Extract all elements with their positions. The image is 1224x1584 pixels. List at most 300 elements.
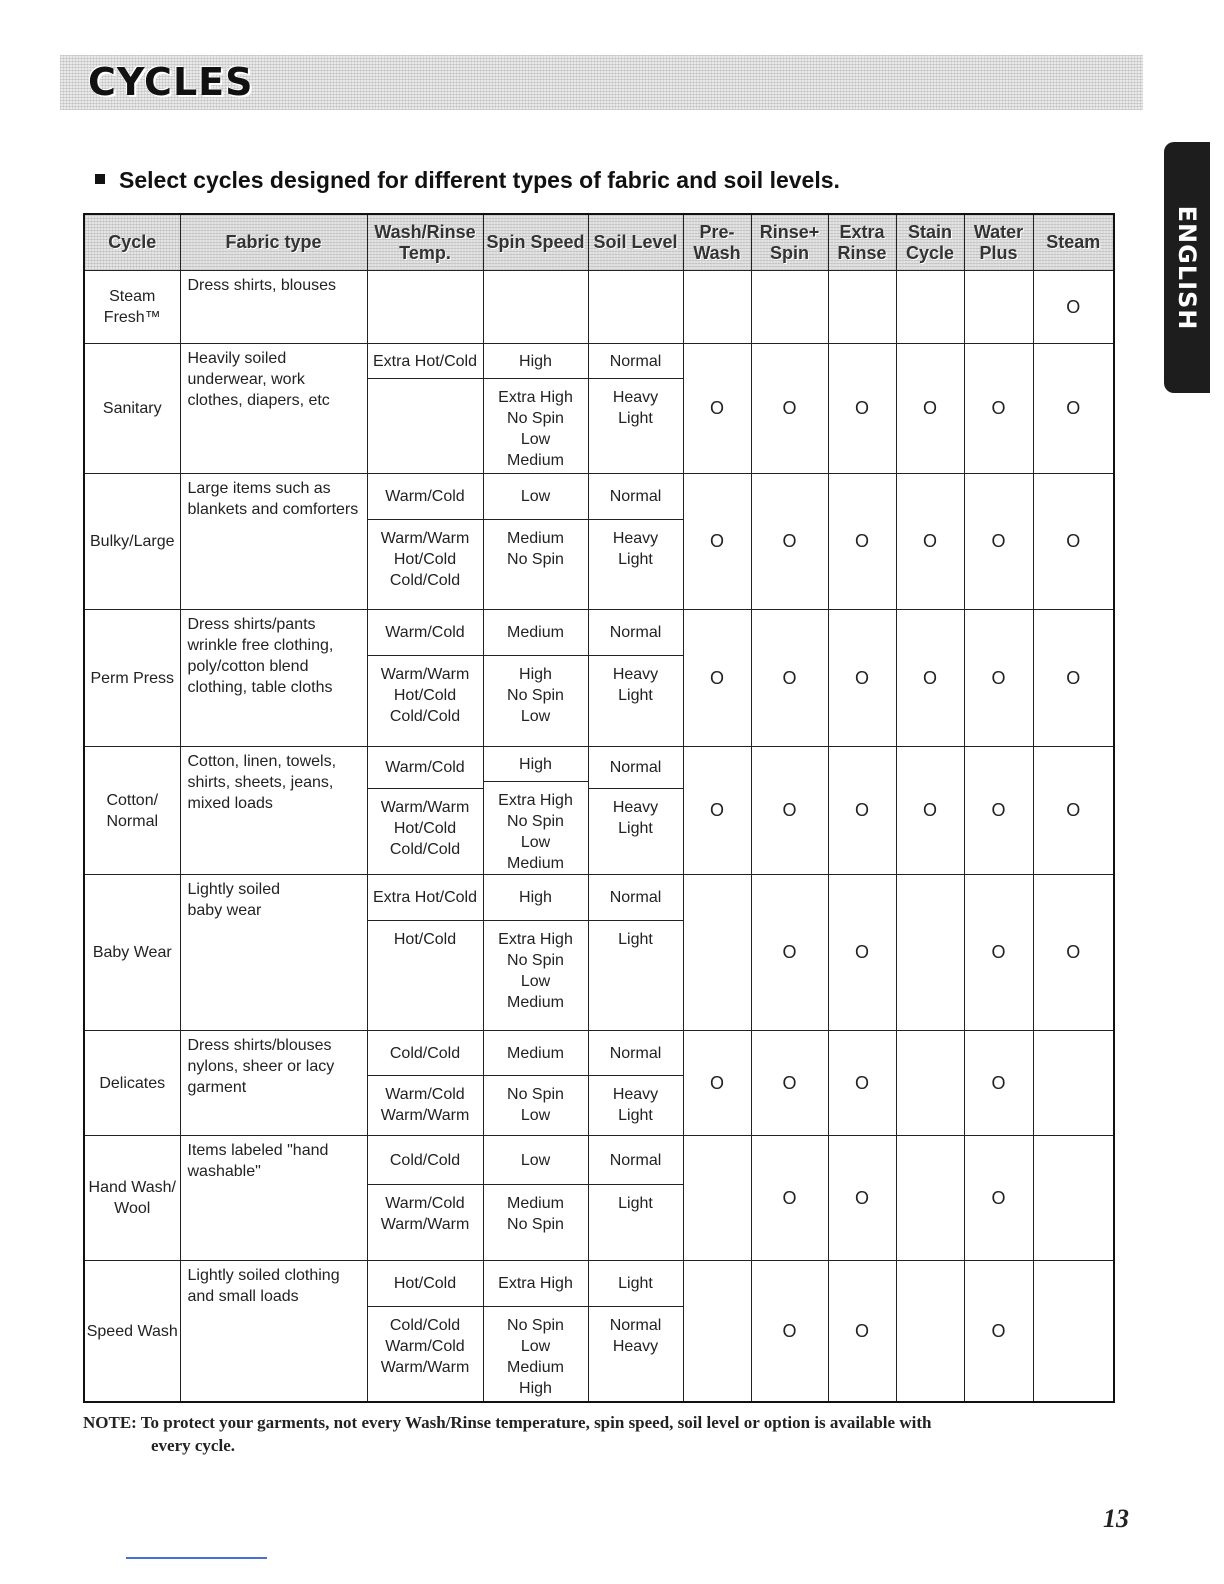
soil-default xyxy=(589,344,683,379)
spin-stack xyxy=(484,610,588,746)
spin-value: High xyxy=(519,352,552,370)
water-plus-mark: O xyxy=(964,1031,1033,1136)
spin-value: Low xyxy=(520,488,551,505)
soil-cell xyxy=(588,1031,683,1136)
soil-stack xyxy=(589,1261,683,1401)
soil-default xyxy=(589,474,683,520)
fabric-type-line: mixed loads xyxy=(187,795,273,812)
header-cycle: Cycle xyxy=(84,214,180,271)
soil-alternatives xyxy=(589,1185,683,1260)
temp-value: Cold/Cold xyxy=(389,708,461,725)
soil-default xyxy=(589,1136,683,1185)
steam-mark: O xyxy=(1033,610,1114,747)
temp-stack xyxy=(368,1031,483,1135)
temp-stack xyxy=(368,747,483,874)
soil-value: Light xyxy=(618,410,653,427)
temp-value: Cold/Cold xyxy=(389,841,461,858)
temp-value: Cold/Cold xyxy=(389,1317,461,1334)
table-row xyxy=(84,1136,1114,1261)
cycle-name: Wool xyxy=(114,1200,151,1217)
pre-wash-mark: O xyxy=(683,1031,751,1136)
spin-cell xyxy=(483,1031,588,1136)
spin-stack xyxy=(484,344,588,473)
fabric-type-line: Large items such as xyxy=(187,480,331,497)
water-plus-mark: O xyxy=(964,474,1033,610)
spin-alternatives xyxy=(484,1307,588,1401)
fabric-type-cell xyxy=(180,875,367,1031)
soil-cell xyxy=(588,344,683,474)
fabric-type-line: clothes, diapers, etc xyxy=(187,392,330,409)
spin-cell xyxy=(483,344,588,474)
spin-value: No Spin xyxy=(507,952,564,969)
temp-value: Hot/Cold xyxy=(393,931,457,948)
table-row xyxy=(84,474,1114,610)
fabric-type-cell xyxy=(180,747,367,875)
spin-value: Medium xyxy=(507,994,564,1011)
steam-mark: O xyxy=(1033,344,1114,474)
page-title: CYCLES xyxy=(88,60,254,104)
spin-default xyxy=(484,474,588,520)
temp-value: Warm/Cold xyxy=(385,624,465,641)
soil-value: Normal xyxy=(609,624,662,641)
spin-cell xyxy=(483,474,588,610)
temp-default xyxy=(368,474,483,520)
soil-default xyxy=(589,610,683,656)
temp-cell xyxy=(367,610,483,747)
temp-default xyxy=(368,344,483,379)
temp-default xyxy=(368,1031,483,1076)
stain-cycle-mark: O xyxy=(896,344,964,474)
fabric-type-cell xyxy=(180,610,367,747)
note xyxy=(83,1411,1123,1457)
spin-value: Medium xyxy=(507,1359,564,1376)
cycle-name: Normal xyxy=(106,812,159,830)
rinse-spin-mark: O xyxy=(751,610,828,747)
temp-cell xyxy=(367,271,483,344)
temp-value: Cold/Cold xyxy=(389,572,461,589)
spin-stack xyxy=(484,1136,588,1260)
soil-value: Normal xyxy=(609,759,662,776)
spin-cell xyxy=(483,747,588,875)
temp-alternatives xyxy=(368,1307,483,1401)
note-lead: NOTE: To protect your garments, not every Wash/Rinse temperature, spin speed, soil level or option is available with xyxy=(83,1413,932,1432)
spin-alternatives xyxy=(484,1185,588,1260)
steam-mark: O xyxy=(1033,747,1114,875)
temp-alternatives xyxy=(368,921,483,1030)
temp-alternatives xyxy=(368,379,483,473)
spin-cell xyxy=(483,1136,588,1261)
header-fabric-type: Fabric type xyxy=(180,214,367,271)
spin-alternatives xyxy=(484,520,588,609)
cycle-name: Cotton/ xyxy=(106,791,159,809)
soil-value: Heavy xyxy=(612,389,659,406)
spin-value: Low xyxy=(520,708,551,725)
cycle-name-cell xyxy=(84,344,180,474)
soil-default xyxy=(589,1031,683,1076)
fabric-type-line: Dress shirts/blouses xyxy=(187,1037,332,1054)
fabric-type-line: Heavily soiled xyxy=(187,350,287,367)
spin-stack xyxy=(484,1031,588,1135)
pre-wash-mark xyxy=(683,1261,751,1403)
fabric-type-line: Cotton, linen, towels, xyxy=(187,753,337,770)
soil-value: Light xyxy=(618,1275,653,1292)
cycle-name-cell xyxy=(84,747,180,875)
soil-stack xyxy=(589,474,683,609)
rinse-spin-mark: O xyxy=(751,1031,828,1136)
cycle-name: Sanitary xyxy=(102,400,162,417)
pre-wash-mark xyxy=(683,271,751,344)
soil-value: Heavy xyxy=(612,666,659,683)
cycle-name: Perm Press xyxy=(90,669,175,687)
soil-default xyxy=(589,875,683,921)
steam-mark: O xyxy=(1033,474,1114,610)
stain-cycle-mark: O xyxy=(896,474,964,610)
soil-alternatives xyxy=(589,1307,683,1401)
header-pre-wash: Pre- Wash xyxy=(683,214,751,271)
spin-default xyxy=(484,747,588,782)
spin-alternatives xyxy=(484,1076,588,1135)
temp-alternatives xyxy=(368,520,483,609)
fabric-type-cell xyxy=(180,344,367,474)
temp-stack xyxy=(368,344,483,473)
pre-wash-mark xyxy=(683,875,751,1031)
spin-cell xyxy=(483,1261,588,1403)
cycle-name-cell xyxy=(84,474,180,610)
temp-cell xyxy=(367,1136,483,1261)
spin-value: Low xyxy=(520,834,551,851)
cycle-name-cell xyxy=(84,1261,180,1403)
stain-cycle-mark xyxy=(896,1136,964,1261)
fabric-type-line: Items labeled "hand xyxy=(187,1142,329,1159)
temp-value: Warm/Warm xyxy=(380,530,470,547)
spin-value: No Spin xyxy=(507,813,564,830)
water-plus-mark: O xyxy=(964,610,1033,747)
soil-value: Heavy xyxy=(612,1338,659,1355)
table-row xyxy=(84,271,1114,344)
fabric-type-cell xyxy=(180,474,367,610)
temp-alternatives xyxy=(368,1076,483,1135)
table-row xyxy=(84,1031,1114,1136)
rinse-spin-mark xyxy=(751,271,828,344)
soil-cell xyxy=(588,1261,683,1403)
temp-value: Extra Hot/Cold xyxy=(372,889,478,906)
fabric-type-line: nylons, sheer or lacy xyxy=(187,1058,335,1075)
fabric-type-line: Lightly soiled xyxy=(187,881,280,898)
stain-cycle-mark: O xyxy=(896,610,964,747)
soil-value: Light xyxy=(618,551,653,568)
soil-value: Light xyxy=(618,1195,653,1212)
soil-alternatives xyxy=(589,656,683,746)
spin-value: Low xyxy=(520,1107,551,1124)
temp-stack xyxy=(368,610,483,746)
temp-stack xyxy=(368,1136,483,1260)
water-plus-mark: O xyxy=(964,344,1033,474)
header-extra-rinse: Extra Rinse xyxy=(828,214,896,271)
cycle-name-cell xyxy=(84,1031,180,1136)
spin-value: Medium xyxy=(507,452,564,469)
temp-value: Warm/Warm xyxy=(380,1359,470,1376)
extra-rinse-mark: O xyxy=(828,747,896,875)
temp-cell xyxy=(367,747,483,875)
soil-stack xyxy=(589,747,683,874)
steam-mark xyxy=(1033,1136,1114,1261)
spin-alternatives xyxy=(484,656,588,746)
extra-rinse-mark: O xyxy=(828,1261,896,1403)
soil-value: Normal xyxy=(609,488,662,505)
temp-cell xyxy=(367,1261,483,1403)
fabric-type-cell xyxy=(180,1261,367,1403)
intro-line xyxy=(95,167,840,194)
soil-default xyxy=(589,747,683,789)
soil-cell xyxy=(588,474,683,610)
cycle-name: Baby Wear xyxy=(92,944,172,961)
pre-wash-mark: O xyxy=(683,610,751,747)
language-tab-label: ENGLISH xyxy=(1173,205,1201,330)
extra-rinse-mark: O xyxy=(828,474,896,610)
header-stain-cycle: Stain Cycle xyxy=(896,214,964,271)
temp-stack xyxy=(368,474,483,609)
spin-stack xyxy=(484,474,588,609)
spin-value: High xyxy=(519,755,552,773)
spin-value: No Spin xyxy=(507,1317,564,1334)
stain-cycle-mark xyxy=(896,1261,964,1403)
fabric-type-line: garment xyxy=(187,1079,247,1096)
cycle-name: Hand Wash/ xyxy=(88,1179,176,1196)
table-row xyxy=(84,610,1114,747)
spin-cell xyxy=(483,875,588,1031)
temp-value: Warm/Cold xyxy=(385,1086,465,1103)
rinse-spin-mark: O xyxy=(751,1136,828,1261)
temp-value: Extra Hot/Cold xyxy=(372,352,478,370)
soil-stack xyxy=(589,344,683,473)
temp-value: Hot/Cold xyxy=(393,551,457,568)
page-number: 13 xyxy=(1103,1504,1129,1533)
soil-stack xyxy=(589,1031,683,1135)
extra-rinse-mark: O xyxy=(828,344,896,474)
spin-value: No Spin xyxy=(507,1216,564,1233)
soil-value: Normal xyxy=(609,1151,662,1169)
fabric-type-line: clothing, table cloths xyxy=(187,679,333,696)
spin-value: Extra High xyxy=(498,1275,573,1292)
water-plus-mark xyxy=(964,271,1033,344)
spin-value: No Spin xyxy=(507,687,564,704)
spin-value: Medium xyxy=(507,530,564,547)
soil-value: Heavy xyxy=(612,530,659,547)
temp-value: Warm/Warm xyxy=(380,799,470,816)
soil-alternatives xyxy=(589,379,683,473)
spin-value: Low xyxy=(520,1338,551,1355)
soil-alternatives xyxy=(589,921,683,1030)
spin-alternatives xyxy=(484,782,588,874)
stain-cycle-mark xyxy=(896,271,964,344)
soil-cell xyxy=(588,1136,683,1261)
spin-default xyxy=(484,1031,588,1076)
temp-cell xyxy=(367,344,483,474)
temp-value: Hot/Cold xyxy=(393,1275,457,1292)
spin-value: High xyxy=(519,889,552,906)
temp-default xyxy=(368,875,483,921)
temp-stack xyxy=(368,1261,483,1401)
cycle-name: Bulky/Large xyxy=(90,533,175,550)
spin-alternatives xyxy=(484,921,588,1030)
soil-value: Light xyxy=(618,687,653,704)
temp-default xyxy=(368,1136,483,1185)
spin-value: Extra High xyxy=(498,389,573,406)
soil-stack xyxy=(589,875,683,1030)
pre-wash-mark: O xyxy=(683,344,751,474)
fabric-type-line: wrinkle free clothing, xyxy=(187,637,334,654)
soil-alternatives xyxy=(589,789,683,874)
extra-rinse-mark: O xyxy=(828,875,896,1031)
fabric-type-line: Dress shirts, blouses xyxy=(187,277,336,294)
soil-default xyxy=(589,1261,683,1307)
cycle-name: Fresh™ xyxy=(103,309,161,326)
temp-value: Warm/Cold xyxy=(385,1195,465,1212)
header-spin-speed: Spin Speed xyxy=(483,214,588,271)
spin-value: Low xyxy=(520,973,551,990)
soil-alternatives xyxy=(589,520,683,609)
spin-value: No Spin xyxy=(507,1086,564,1103)
water-plus-mark: O xyxy=(964,1261,1033,1403)
spin-value: Extra High xyxy=(498,792,573,809)
spin-cell xyxy=(483,271,588,344)
steam-mark xyxy=(1033,1031,1114,1136)
spin-default xyxy=(484,1261,588,1307)
header-water-plus: Water Plus xyxy=(964,214,1033,271)
header-row xyxy=(84,214,1114,271)
extra-rinse-mark: O xyxy=(828,1136,896,1261)
fabric-type-line: poly/cotton blend xyxy=(187,658,309,675)
header-steam: Steam xyxy=(1033,214,1114,271)
bullet-icon xyxy=(95,174,105,184)
temp-value: Warm/Cold xyxy=(385,488,465,505)
header-soil-level: Soil Level xyxy=(588,214,683,271)
table-row xyxy=(84,1261,1114,1403)
stain-cycle-mark xyxy=(896,1031,964,1136)
temp-default xyxy=(368,610,483,656)
temp-default xyxy=(368,1261,483,1307)
spin-value: Medium xyxy=(507,624,564,641)
spin-stack xyxy=(484,1261,588,1401)
fabric-type-line: shirts, sheets, jeans, xyxy=(187,774,334,791)
steam-mark xyxy=(1033,1261,1114,1403)
soil-stack xyxy=(589,610,683,746)
cycle-name-cell xyxy=(84,875,180,1031)
table-row xyxy=(84,875,1114,1031)
temp-cell xyxy=(367,875,483,1031)
intro-text: Select cycles designed for different types of fabric and soil levels. xyxy=(119,167,840,193)
steam-mark: O xyxy=(1033,271,1114,344)
rinse-spin-mark: O xyxy=(751,1261,828,1403)
temp-value: Warm/Cold xyxy=(385,759,465,776)
fabric-type-cell xyxy=(180,271,367,344)
spin-value: Medium xyxy=(507,1195,564,1212)
cycle-name: Delicates xyxy=(99,1074,166,1092)
soil-cell xyxy=(588,875,683,1031)
spin-value: High xyxy=(519,666,552,683)
spin-value: High xyxy=(519,1380,552,1397)
spin-default xyxy=(484,1136,588,1185)
temp-value: Warm/Warm xyxy=(380,1107,470,1124)
fabric-type-line: and small loads xyxy=(187,1288,299,1305)
temp-value: Warm/Cold xyxy=(385,1338,465,1355)
fabric-type-cell xyxy=(180,1031,367,1136)
extra-rinse-mark xyxy=(828,271,896,344)
spin-value: Extra High xyxy=(498,931,573,948)
pre-wash-mark: O xyxy=(683,747,751,875)
soil-stack xyxy=(589,1136,683,1260)
soil-value: Heavy xyxy=(612,1086,659,1103)
rinse-spin-mark: O xyxy=(751,344,828,474)
spin-cell xyxy=(483,610,588,747)
temp-alternatives xyxy=(368,656,483,746)
stain-cycle-mark xyxy=(896,875,964,1031)
soil-value: Light xyxy=(618,1107,653,1124)
soil-alternatives xyxy=(589,1076,683,1135)
fabric-type-line: Lightly soiled clothing xyxy=(187,1267,340,1284)
fabric-type-cell xyxy=(180,1136,367,1261)
soil-value: Normal xyxy=(609,352,662,370)
spin-stack xyxy=(484,875,588,1030)
temp-cell xyxy=(367,474,483,610)
soil-value: Light xyxy=(618,820,653,837)
table-row xyxy=(84,747,1114,875)
soil-cell xyxy=(588,271,683,344)
soil-cell xyxy=(588,747,683,875)
spin-value: Medium xyxy=(507,1044,564,1062)
fabric-type-line: blankets and comforters xyxy=(187,501,359,518)
rinse-spin-mark: O xyxy=(751,875,828,1031)
water-plus-mark: O xyxy=(964,875,1033,1031)
soil-value: Light xyxy=(618,931,653,948)
cycle-name-cell xyxy=(84,271,180,344)
temp-value: Warm/Warm xyxy=(380,666,470,683)
soil-value: Normal xyxy=(609,1044,662,1062)
temp-value: Hot/Cold xyxy=(393,820,457,837)
water-plus-mark: O xyxy=(964,747,1033,875)
table-row xyxy=(84,344,1114,474)
rinse-spin-mark: O xyxy=(751,747,828,875)
cycles-table xyxy=(83,213,1115,1403)
spin-alternatives xyxy=(484,379,588,473)
cycle-name-cell xyxy=(84,610,180,747)
cycle-name: Steam xyxy=(109,288,156,305)
soil-value: Normal xyxy=(609,1317,662,1334)
fabric-type-line: washable" xyxy=(187,1163,261,1180)
pre-wash-mark xyxy=(683,1136,751,1261)
spin-value: Low xyxy=(520,431,551,448)
pre-wash-mark: O xyxy=(683,474,751,610)
fabric-type-line: baby wear xyxy=(187,902,262,919)
spin-value: Medium xyxy=(507,855,564,872)
header-rinse-spin: Rinse+ Spin xyxy=(751,214,828,271)
rinse-spin-mark: O xyxy=(751,474,828,610)
header-wash-rinse-temp: Wash/Rinse Temp. xyxy=(367,214,483,271)
temp-alternatives xyxy=(368,789,483,874)
spin-value: Low xyxy=(520,1151,551,1169)
cycle-name: Speed Wash xyxy=(86,1322,178,1340)
spin-value: No Spin xyxy=(507,410,564,427)
footer-rule xyxy=(126,1557,267,1559)
spin-default xyxy=(484,875,588,921)
note-rest: every cycle. xyxy=(151,1436,235,1455)
soil-value: Normal xyxy=(609,889,662,906)
fabric-type-line: underwear, work xyxy=(187,371,305,388)
temp-value: Cold/Cold xyxy=(389,1151,461,1169)
cycle-name-cell xyxy=(84,1136,180,1261)
temp-alternatives xyxy=(368,1185,483,1260)
temp-value: Hot/Cold xyxy=(393,687,457,704)
